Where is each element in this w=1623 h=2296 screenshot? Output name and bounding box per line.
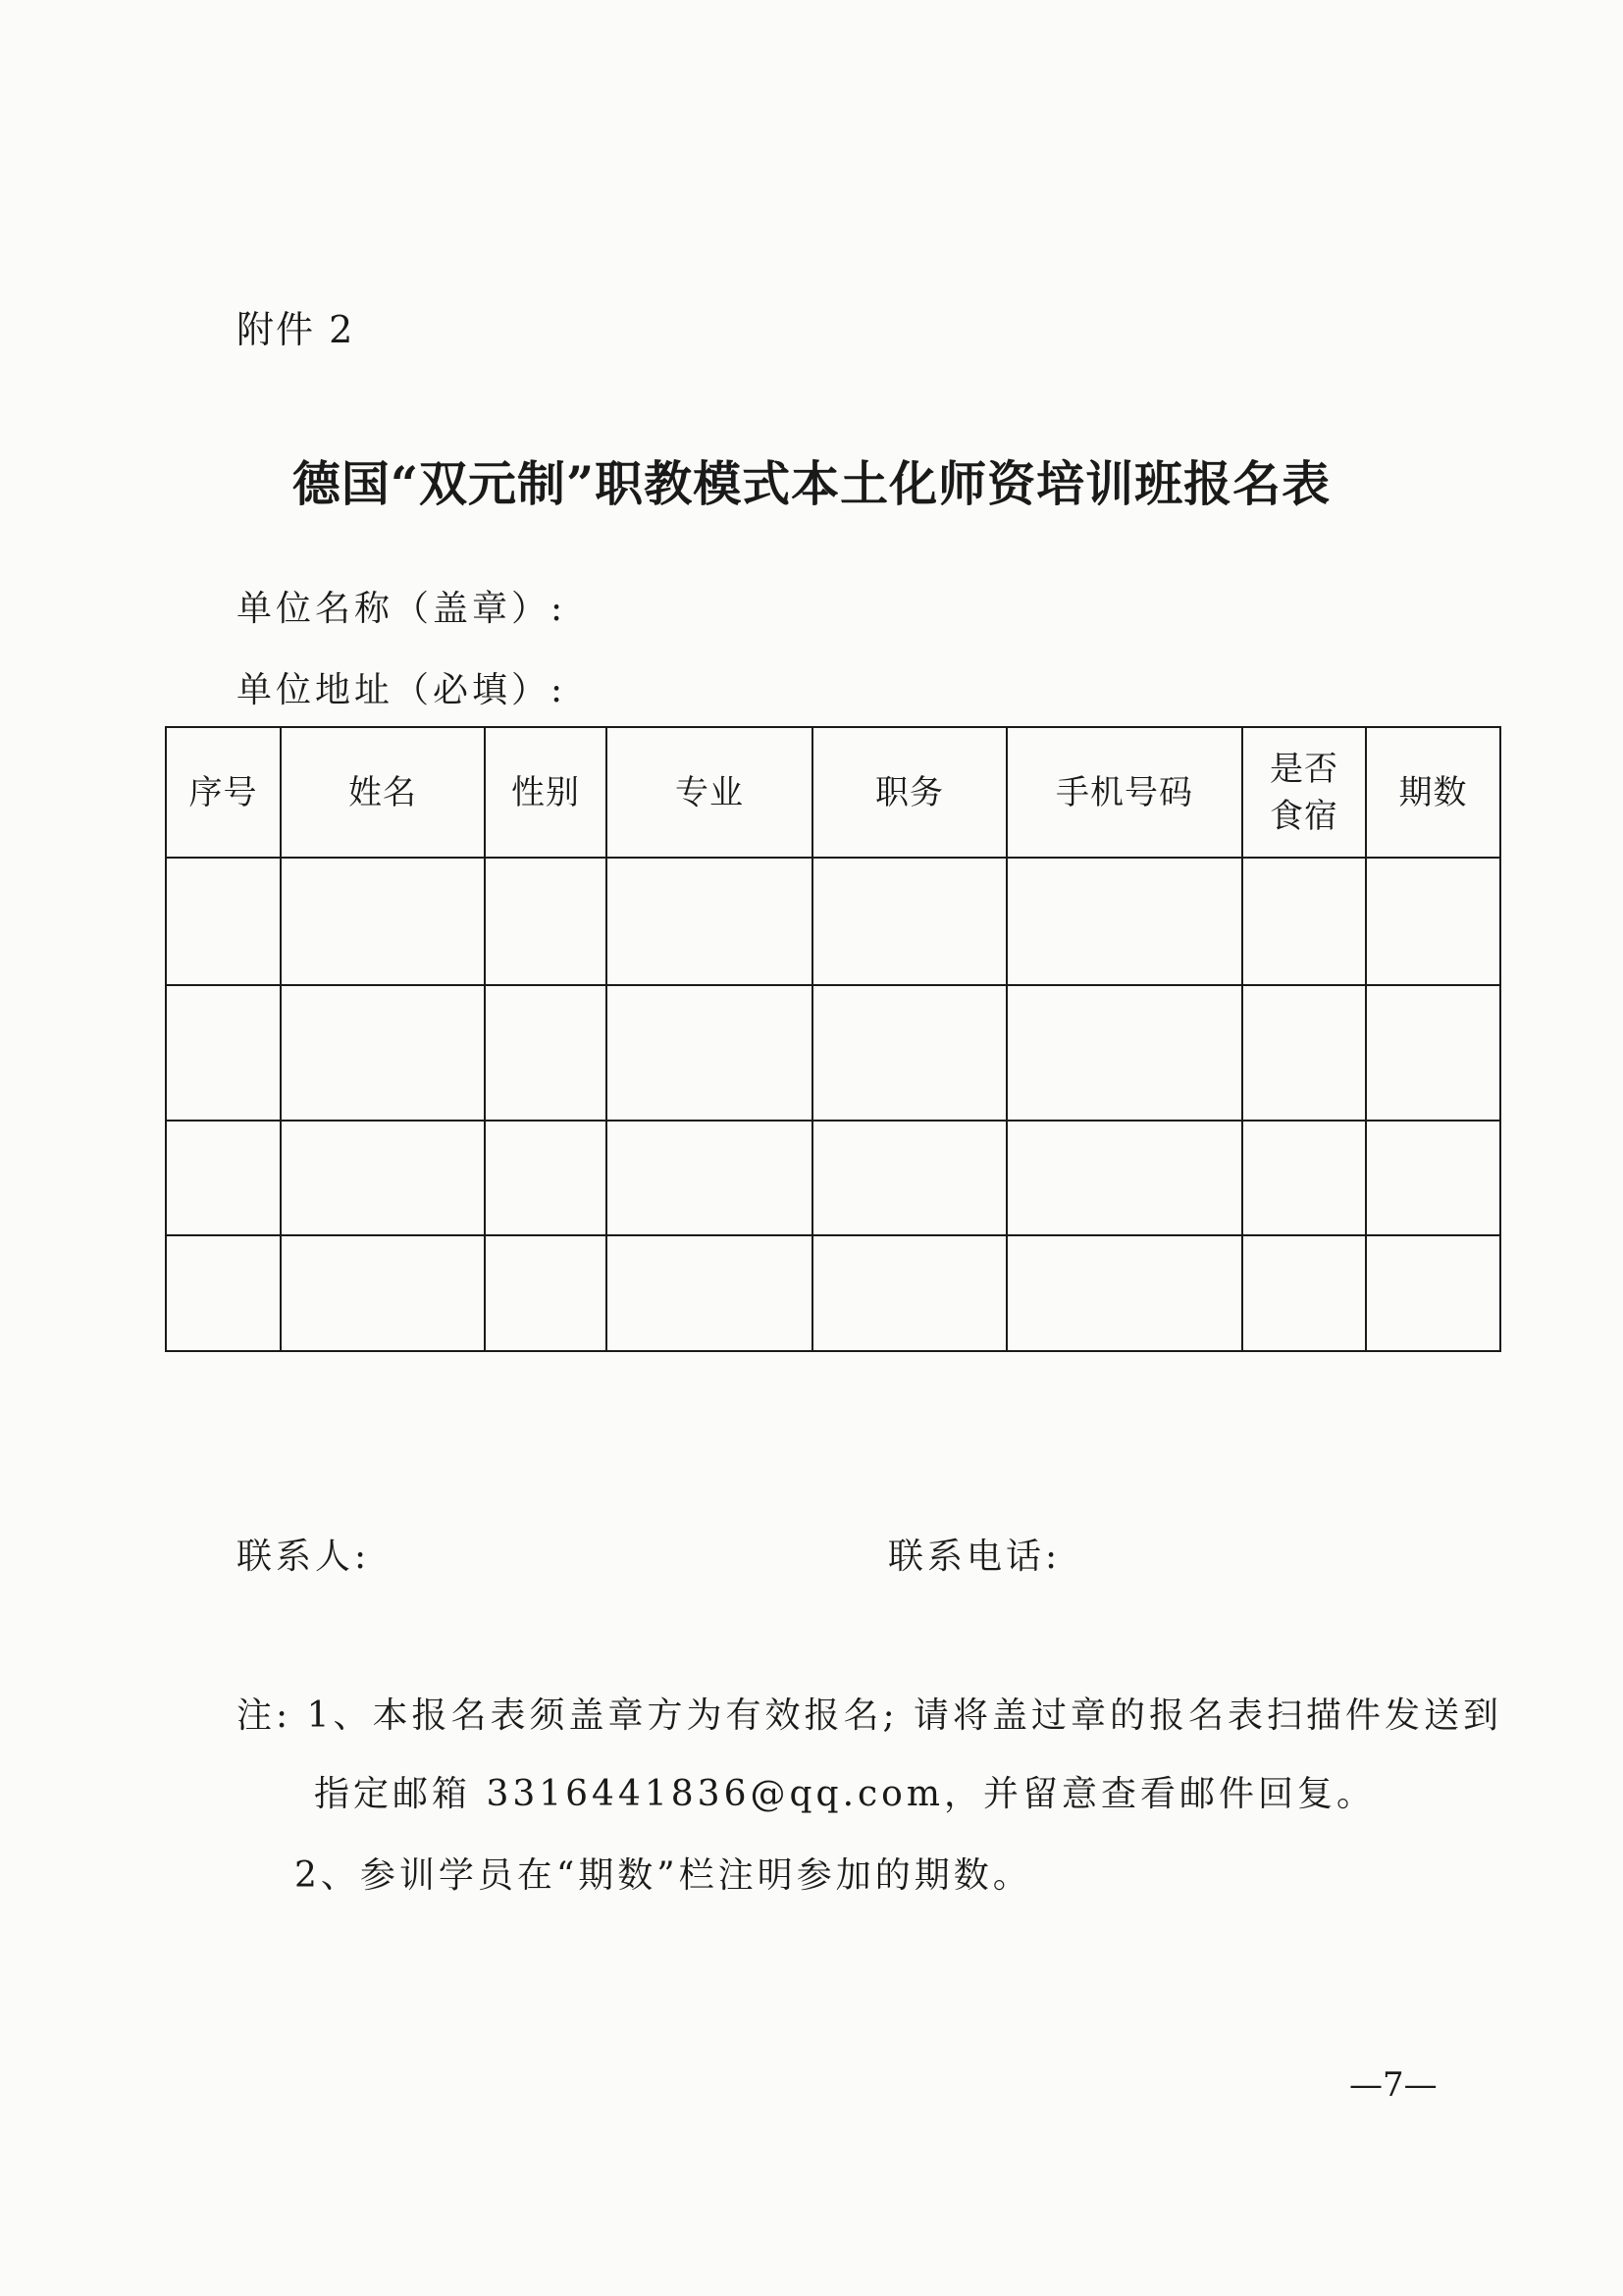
registration-table [165, 726, 1501, 1352]
table-cell[interactable] [281, 985, 485, 1121]
table-cell[interactable] [812, 1121, 1007, 1235]
table-cell[interactable] [1242, 1121, 1366, 1235]
note-line-2: 指定邮箱 3316441836@qq.com，并留意查看邮件回复。 [314, 1774, 1376, 1814]
unit-address-label: 单位地址（必填）: [236, 670, 567, 710]
table-row [166, 858, 1500, 985]
header-name: 姓名 [281, 727, 485, 858]
page-number: —7— [1349, 2065, 1438, 2105]
header-board-lodging: 是否 食宿 [1242, 727, 1366, 858]
table-cell[interactable] [485, 985, 606, 1121]
unit-name-label: 单位名称（盖章）: [236, 589, 567, 629]
table-cell[interactable] [1007, 1235, 1242, 1351]
table-cell[interactable] [606, 858, 812, 985]
header-phone: 手机号码 [1007, 727, 1242, 858]
table-cell[interactable] [1242, 985, 1366, 1121]
table-cell[interactable] [812, 985, 1007, 1121]
table-cell[interactable] [485, 1235, 606, 1351]
header-major: 专业 [606, 727, 812, 858]
table-cell[interactable] [606, 1121, 812, 1235]
table-row [166, 1121, 1500, 1235]
note-line-1: 注: 1、本报名表须盖章方为有效报名; 请将盖过章的报名表扫描件发送到 [236, 1696, 1503, 1736]
table-cell[interactable] [1366, 985, 1500, 1121]
table-cell[interactable] [1242, 858, 1366, 985]
table-cell[interactable] [1366, 1235, 1500, 1351]
attachment-label: 附件 2 [236, 308, 355, 351]
table-cell[interactable] [606, 1235, 812, 1351]
note-line-3: 2、参训学员在“期数”栏注明参加的期数。 [294, 1855, 1032, 1896]
table-cell[interactable] [606, 985, 812, 1121]
table-row [166, 1235, 1500, 1351]
table-cell[interactable] [166, 858, 281, 985]
header-gender: 性别 [485, 727, 606, 858]
header-position: 职务 [812, 727, 1007, 858]
table-cell[interactable] [166, 985, 281, 1121]
form-title: 德国“双元制”职教模式本土化师资培训班报名表 [291, 455, 1332, 512]
table-cell[interactable] [166, 1235, 281, 1351]
table-cell[interactable] [1366, 1121, 1500, 1235]
table-cell[interactable] [1007, 985, 1242, 1121]
table-cell[interactable] [485, 1121, 606, 1235]
table-cell[interactable] [166, 1121, 281, 1235]
table-cell[interactable] [485, 858, 606, 985]
header-index: 序号 [166, 727, 281, 858]
table-cell[interactable] [281, 1121, 485, 1235]
table-header-row [166, 727, 1500, 858]
table-cell[interactable] [812, 1235, 1007, 1351]
table-row [166, 985, 1500, 1121]
table-cell[interactable] [812, 858, 1007, 985]
table-cell[interactable] [1366, 858, 1500, 985]
table-cell[interactable] [281, 1235, 485, 1351]
table-cell[interactable] [281, 858, 485, 985]
table-cell[interactable] [1007, 1121, 1242, 1235]
table-cell[interactable] [1007, 858, 1242, 985]
header-session: 期数 [1366, 727, 1500, 858]
contact-phone-label: 联系电话: [888, 1537, 1062, 1577]
table-cell[interactable] [1242, 1235, 1366, 1351]
contact-person-label: 联系人: [236, 1537, 371, 1577]
